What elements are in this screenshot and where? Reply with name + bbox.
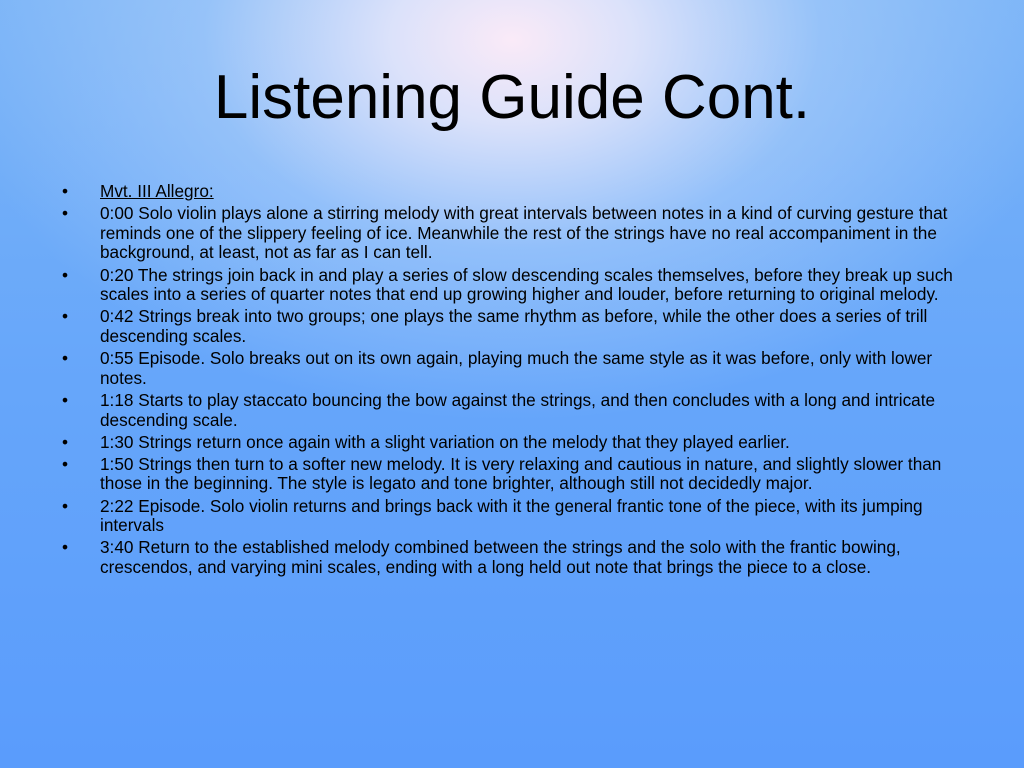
bullet-icon: • [61, 453, 69, 474]
bullet-icon: • [61, 181, 69, 201]
bullet-text: 3:40 Return to the established melody combined between the strings and the solo with the frantic bowing, crescendos, and varying mini scales, ending with a long held out note that brings the piece to a close. [100, 537, 901, 578]
bullet-text: 1:30 Strings return once again with a slight variation on the melody that they played earlier. [100, 431, 790, 452]
bullet-icon: • [61, 264, 69, 285]
bullet-item-0-42 [58, 307, 968, 346]
bullet-icon: • [61, 348, 69, 369]
bullet-text: 2:22 Episode. Solo violin returns and brings back with it the general frantic tone of the piece, with its jumping intervals [100, 495, 923, 536]
bullet-list [58, 182, 968, 580]
bullet-icon: • [61, 203, 69, 224]
bullet-icon: • [61, 431, 69, 452]
bullet-item-1-30 [58, 433, 968, 453]
bullet-text: 0:55 Episode. Solo breaks out on its own again, playing much the same style as it was before, only with lower notes. [100, 348, 933, 388]
bullet-text: 0:42 Strings break into two groups; one plays the same rhythm as before, while the other does a series of trill descending scales. [100, 306, 928, 346]
bullet-text: 0:00 Solo violin plays alone a stirring melody with great intervals between notes in a kind of curving gesture that reminds one of the slippery feeling of ice. Meanwhile the rest of the strings have no real accompaniment in the background, at least, not as far as I can tell. [100, 203, 948, 263]
bullet-item-0-20 [58, 266, 968, 305]
bullet-text: 1:50 Strings then turn to a softer new melody. It is very relaxing and cautious in nature, and slightly slower than those in the beginning. The style is legato and tone brighter, although still not decidedly major. [100, 453, 942, 494]
bullet-item-0-55 [58, 349, 968, 388]
bullet-item-2-22 [58, 497, 968, 536]
bullet-text: 1:18 Starts to play staccato bouncing the bow against the strings, and then concludes with a long and intricate descending scale. [100, 389, 936, 430]
bullet-icon: • [61, 495, 69, 516]
bullet-item-movement [58, 182, 968, 202]
bullet-icon: • [61, 537, 69, 558]
bullet-item-1-18 [58, 391, 968, 430]
bullet-item-0-00 [58, 204, 968, 263]
bullet-icon: • [61, 306, 69, 327]
slide-title: Listening Guide Cont. [213, 63, 811, 132]
bullet-text: 0:20 The strings join back in and play a series of slow descending scales themselves, before they break up such scales into a series of quarter notes that end up growing higher and louder, before returning to original melody. [100, 264, 953, 305]
bullet-icon: • [61, 389, 69, 410]
movement-heading: Mvt. III Allegro: [100, 181, 214, 201]
bullet-item-3-40 [58, 538, 968, 577]
bullet-item-1-50 [58, 455, 968, 494]
